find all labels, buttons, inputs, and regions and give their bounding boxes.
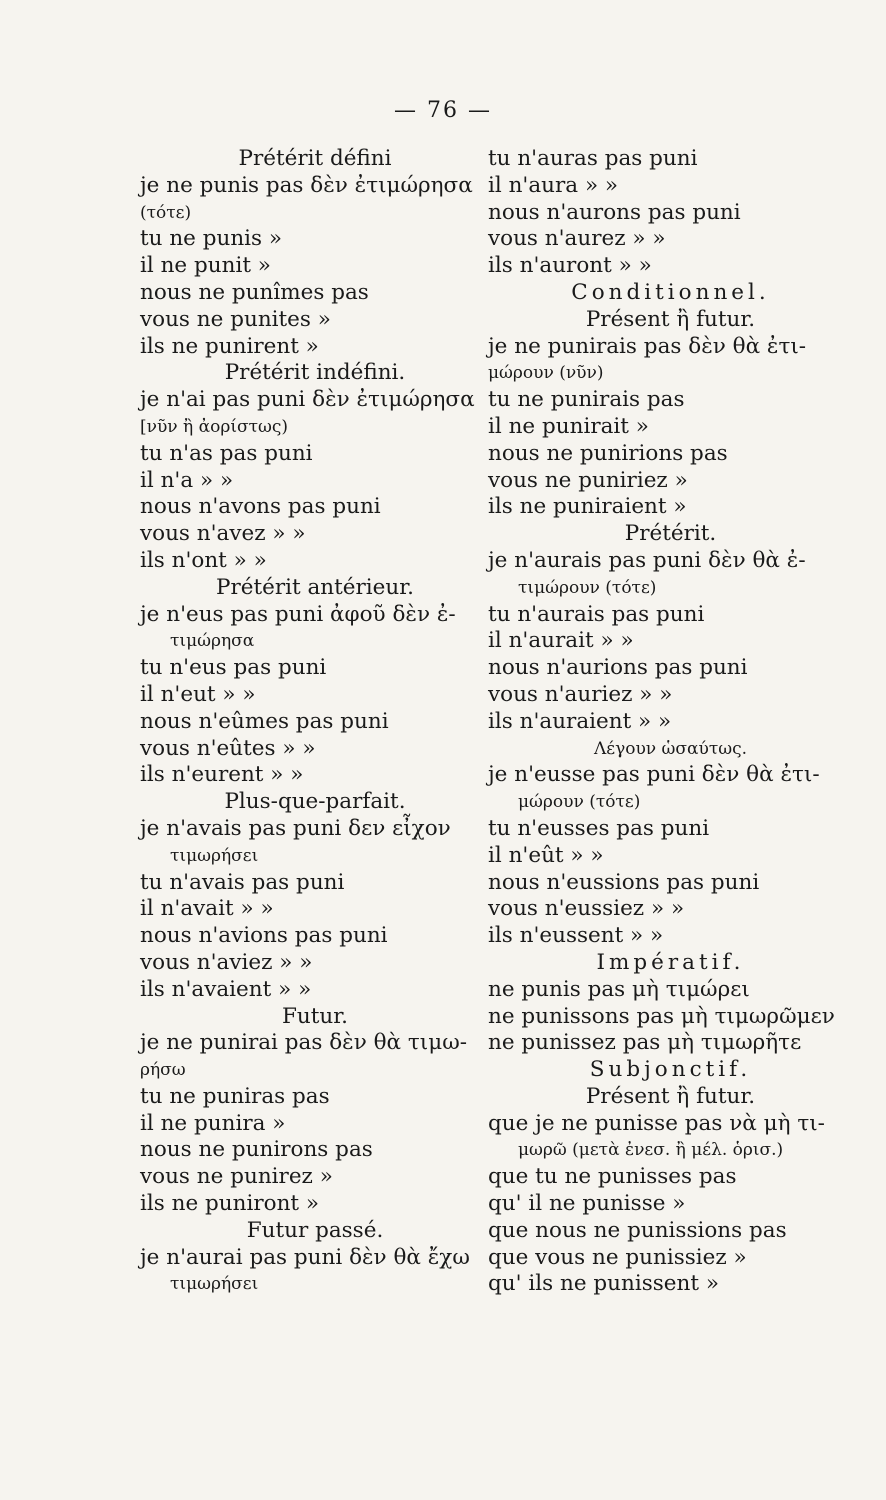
text-line: qu' il ne punisse » [488,1191,686,1217]
text-line: μωρῶ (μετὰ ἐνεσ. ἢ μέλ. ὁρισ.) [518,1140,784,1161]
section-heading: Prétérit. [624,521,717,547]
text-line: tu n'eus pas puni [140,655,327,681]
text-line: τιμωρήσει [170,1274,259,1295]
text-line: vous n'eûtes » » [140,735,316,761]
text-line: je n'avais pas puni δεν εἶχον [140,815,451,841]
text-line: vous ne punirez » [140,1164,333,1190]
text-line: vous ne punites » [140,306,331,332]
text-line: ne punissez pas μὴ τιμωρῆτε [488,1030,802,1056]
text-line: je n'eusse pas puni δὲν θὰ ἐτι- [488,762,820,788]
text-line: il ne punit » [140,253,271,279]
section-heading: Λέγουν ὡσαύτως. [593,738,748,759]
text-line: ils n'avaient » » [140,976,312,1002]
section-heading: Plus-que-parfait. [224,789,406,815]
text-line: ils n'eurent » » [140,762,304,788]
text-line: nous ne punîmes pas [140,279,369,305]
text-line: ils n'auraient » » [488,708,672,734]
text-line: nous n'aurons pas puni [488,199,741,225]
text-line: τιμώρουν (τότε) [518,577,657,598]
text-line: je ne punirai pas δὲν θὰ τιμω- [140,1030,467,1056]
text-line: ρήσω [140,1060,186,1081]
text-line: (τότε) [140,202,192,223]
section-heading: Prétérit défini [238,146,392,171]
section-heading: Futur passé. [246,1217,384,1243]
text-line: je n'ai pas puni δὲν ἐτιμώρησα [140,387,475,413]
text-line: μώρουν (τότε) [518,792,641,813]
text-line: ils n'auront » » [488,253,652,279]
text-line: vous n'auriez » » [488,681,673,707]
text-line: ils ne puniraient » [488,494,687,520]
text-line: que tu ne punisses pas [488,1164,737,1190]
text-line: il n'eût » » [488,842,604,868]
text-line: ne punissons pas μὴ τιμωρῶμεν [488,1003,835,1029]
section-heading: Futur. [281,1003,348,1029]
text-line: vous ne puniriez » [488,467,688,493]
text-line: nous ne punirons pas [140,1137,373,1163]
page-number: — 76 — [394,98,492,123]
text-line: tu n'aurais pas puni [488,601,705,627]
text-line: nous n'eûmes pas puni [140,708,389,734]
text-line: μώρουν (νῦν) [488,363,604,384]
section-heading: Conditionnel. [571,279,770,305]
text-line: que je ne punisse pas νὰ μὴ τι- [488,1110,825,1136]
text-line: [νῦν ἢ ἀορίστως) [140,416,289,437]
text-line: il n'eut » » [140,681,256,707]
text-line: tu ne punirais pas [488,387,685,413]
text-line: ne punis pas μὴ τιμώρει [488,976,750,1002]
text-line: je n'eus pas puni ἀφοῦ δὲν ἐ- [140,601,456,627]
text-line: il ne punira » [140,1110,286,1136]
text-line: nous n'eussions pas puni [488,869,760,895]
text-line: il n'aurait » » [488,628,634,654]
section-heading: Impératif. [596,949,745,975]
right-column [488,146,853,1298]
text-line: nous n'avons pas puni [140,494,381,520]
text-line: tu ne punis » [140,226,283,252]
text-line: qu' ils ne punissent » [488,1271,719,1297]
section-heading: Présent ἢ futur. [585,306,756,332]
text-line: que vous ne punissiez » [488,1244,747,1270]
text-line: vous n'aurez » » [488,226,666,252]
text-line: nous ne punirions pas [488,440,728,466]
section-heading: Prétérit indéfini. [224,360,406,386]
text-line: il n'aura » » [488,172,619,198]
text-line: vous n'aviez » » [140,949,313,975]
text-line: τιμωρήσει [170,845,259,866]
text-line: tu ne puniras pas [140,1083,330,1109]
text-line: il n'avait » » [140,896,274,922]
left-column [140,146,490,1298]
text-line: vous n'eussiez » » [488,896,685,922]
text-line: tu n'auras pas puni [488,146,698,171]
text-line: que nous ne punissions pas [488,1217,787,1243]
text-line: nous n'avions pas puni [140,923,388,949]
text-line: tu n'avais pas puni [140,869,345,895]
text-line: je n'aurais pas puni δὲν θὰ ἐ- [488,547,806,573]
text-line: τιμώρησα [170,631,255,652]
text-line: nous n'aurions pas puni [488,655,748,681]
text-line: il ne punirait » [488,413,649,439]
section-heading: Subjonctif. [589,1057,752,1083]
text-line: ils ne punirent » [140,333,319,359]
text-line: il n'a » » [140,467,234,493]
text-line: tu n'as pas puni [140,440,313,466]
text-line: ils n'eussent » » [488,923,664,949]
section-heading: Présent ἢ futur. [585,1083,756,1109]
text-line: ils n'ont » » [140,547,267,573]
text-line: tu n'eusses pas puni [488,815,710,841]
text-line: je ne punirais pas δὲν θὰ ἐτι- [488,333,807,359]
text-line: je n'aurai pas puni δὲν θὰ ἔχω [140,1244,470,1270]
text-line: je ne punis pas δὲν ἐτιμώρησα [140,172,473,198]
text-line: ils ne puniront » [140,1191,320,1217]
text-line: vous n'avez » » [140,521,306,547]
section-heading: Prétérit antérieur. [216,574,414,600]
